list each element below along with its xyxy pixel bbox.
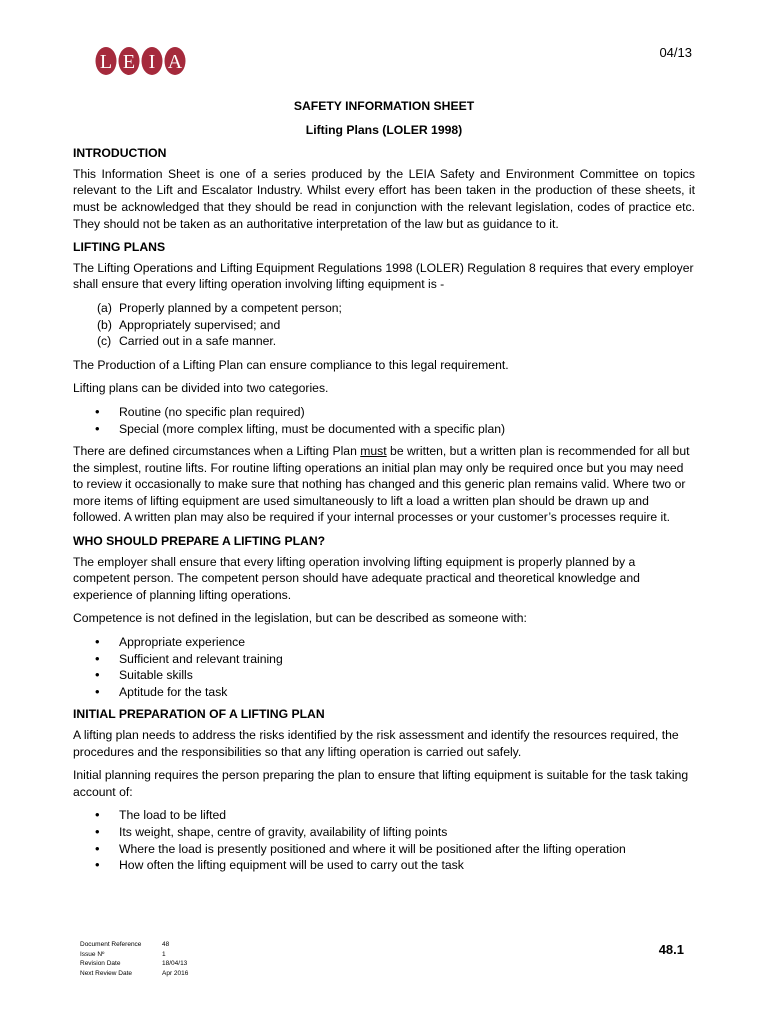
leia-logo <box>95 44 187 78</box>
meta-label: Document Reference <box>80 941 142 948</box>
list-item: • Its weight, shape, centre of gravity, availability of lifting points <box>95 824 695 841</box>
meta-row <box>80 959 188 969</box>
list-marker: (a) <box>97 300 112 315</box>
section-heading-introduction: INTRODUCTION <box>73 146 167 161</box>
list-item-text: Appropriately supervised; and <box>119 317 281 332</box>
list-item <box>97 317 695 334</box>
meta-value: 1 <box>162 950 166 958</box>
page-subtitle: Lifting Plans (LOLER 1998) <box>305 122 463 137</box>
paragraph-text: be written, but a written plan is recommended for all but the simplest, routine lifts. For routine lifting operations an initial plan may only be required once but you may need to review it occasionally to make sure that nothing has changed and this generic plan remains valid. Where two or more items of lifting equipment are used simultaneously to lift a load a written plan should be drawn up and followed. A written plan may also be required if your internal processes or your customer’s processes require it. <box>73 444 690 525</box>
list-item-text: Carried out in a safe manner. <box>119 334 277 349</box>
lifting-plans-paragraph-4 <box>73 443 695 526</box>
meta-row <box>80 940 188 950</box>
list-item: • Suitable skills <box>95 667 695 684</box>
who-paragraph-1: The employer shall ensure that every lifting operation involving lifting equipment is properly planned by a competent person. The competent person should have adequate practical and theoretical knowledge and experience of planning lifting operations. <box>73 554 640 602</box>
list-item <box>97 300 695 317</box>
who-paragraph-2: Competence is not defined in the legislation, but can be described as someone with: <box>73 611 527 626</box>
list-item: • Aptitude for the task <box>95 684 695 701</box>
requirements-list <box>73 300 695 350</box>
meta-row <box>80 950 188 960</box>
categories-list <box>73 404 695 437</box>
initial-paragraph-2: Initial planning requires the person preparing the plan to ensure that lifting equipment is suitable for the task taking account of: <box>73 768 689 799</box>
meta-label: Issue Nº <box>80 950 105 958</box>
list-item <box>97 333 695 350</box>
svg-text:A: A <box>167 51 183 73</box>
paragraph-text: There are defined circumstances when a Lifting Plan <box>73 444 361 459</box>
lifting-plans-paragraph-2: The Production of a Lifting Plan can ensure compliance to this legal requirement. <box>73 357 509 372</box>
list-marker: (c) <box>97 334 112 349</box>
svg-text:E: E <box>122 51 136 73</box>
document-body <box>73 98 695 880</box>
list-item: • Appropriate experience <box>95 634 695 651</box>
document-meta <box>80 940 188 978</box>
competence-list <box>73 634 695 700</box>
meta-value: Apr 2016 <box>162 969 189 977</box>
list-item: • How often the lifting equipment will be used to carry out the task <box>95 857 695 874</box>
emphasis-must: must <box>360 444 387 459</box>
list-item: • Special (more complex lifting, must be documented with a specific plan) <box>95 421 695 438</box>
meta-label: Next Review Date <box>80 969 133 977</box>
meta-value: 18/04/13 <box>162 960 188 967</box>
list-item: • The load to be lifted <box>95 807 695 824</box>
meta-row <box>80 969 188 979</box>
page-code: 04/13 <box>659 45 692 60</box>
intro-paragraph: This Information Sheet is one of a series produced by the LEIA Safety and Environment Committee on topics relevant to the Lift and Escalator Industry. Whilst every effort has been taken in the production of these sheets, it must be acknowledged that they should be read in conjunction with the relevant legislation, codes of practice etc. They should not be taken as an authoritative interpretation of the law but as guidance to it. <box>73 166 695 231</box>
list-marker: (b) <box>97 317 112 332</box>
page-number: 48.1 <box>658 942 684 957</box>
meta-value: 48 <box>162 941 170 948</box>
list-item: • Sufficient and relevant training <box>95 651 695 668</box>
section-heading-who: WHO SHOULD PREPARE A LIFTING PLAN? <box>73 534 326 549</box>
list-item-text: Properly planned by a competent person; <box>119 300 342 315</box>
list-item: • Where the load is presently positioned and where it will be positioned after the lifting operation <box>95 841 695 858</box>
svg-text:L: L <box>99 51 113 73</box>
list-item: • Routine (no specific plan required) <box>95 404 695 421</box>
meta-label: Revision Date <box>80 960 121 967</box>
section-heading-lifting-plans: LIFTING PLANS <box>73 240 166 255</box>
page-title: SAFETY INFORMATION SHEET <box>293 99 475 113</box>
lifting-plans-paragraph-1: The Lifting Operations and Lifting Equipment Regulations 1998 (LOLER) Regulation 8 requires that every employer shall ensure that every lifting operation involving lifting equipment is - <box>73 260 694 292</box>
svg-text:I: I <box>148 51 156 73</box>
planning-list <box>73 807 695 873</box>
initial-paragraph-1: A lifting plan needs to address the risks identified by the risk assessment and identify the resources required, the procedures and the responsibilities so that any lifting operation is carried out safely. <box>73 728 679 759</box>
lifting-plans-paragraph-3: Lifting plans can be divided into two categories. <box>73 381 329 396</box>
section-heading-initial: INITIAL PREPARATION OF A LIFTING PLAN <box>73 707 325 722</box>
